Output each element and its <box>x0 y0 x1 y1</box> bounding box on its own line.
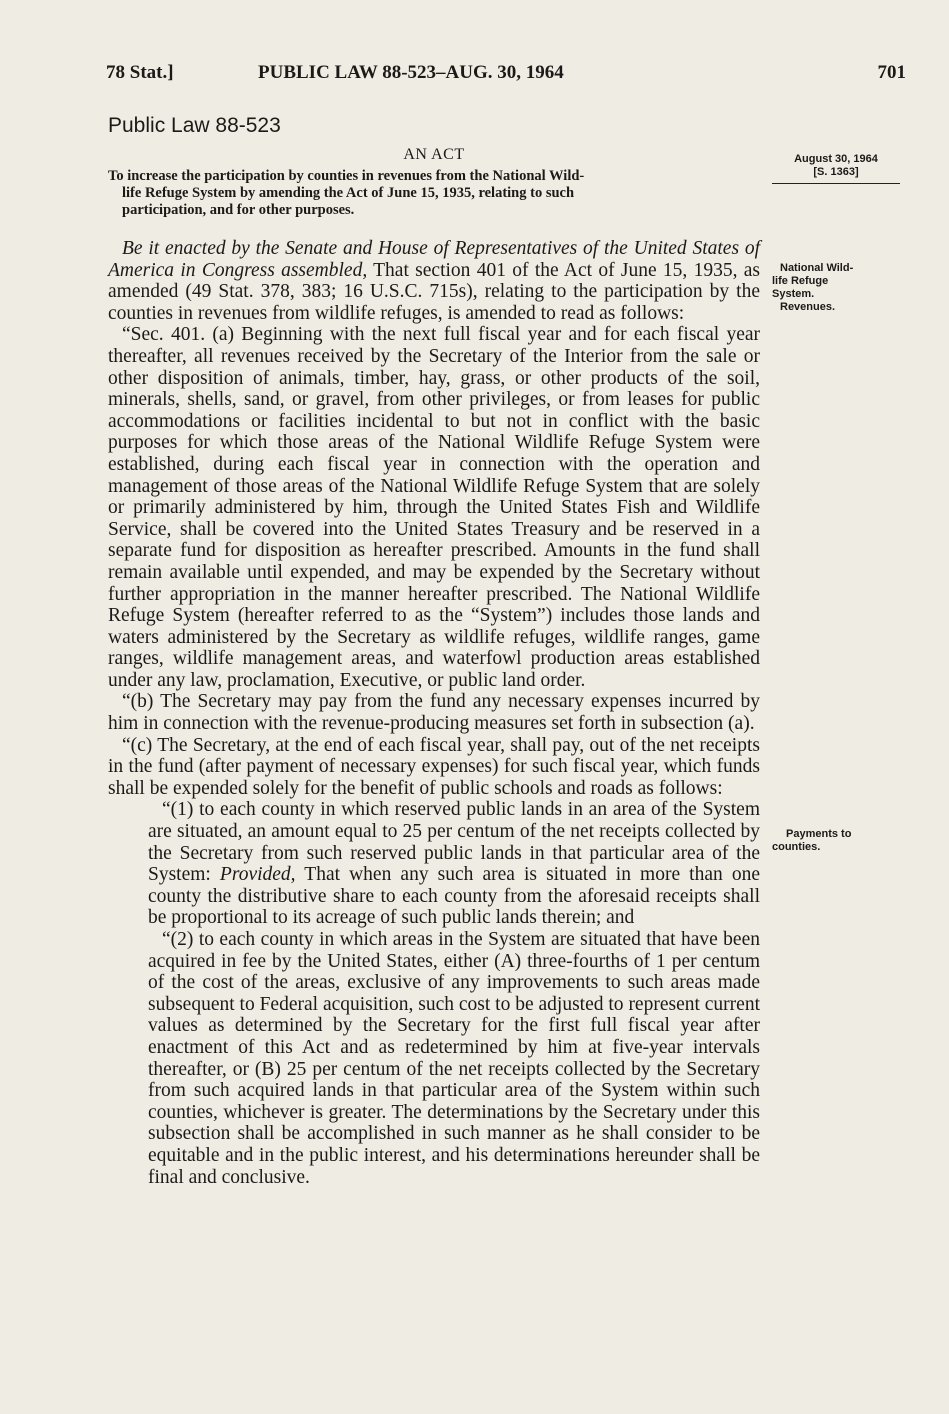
paragraph-1-text: “(1) to each county in which reserved public lands in an area of the System are situated, an amount equal to 25 per centum of the net receipts collected by the Secretary from such reserved public lands in that particular area of the System: <box>148 799 760 886</box>
enacting-clause <box>108 238 760 324</box>
bill-number: [S. 1363] <box>813 166 859 178</box>
enacting-clause-text: That section 401 of the Act of June 15, 1935, as amended (49 Stat. 378, 383; 16 U.S.C. 715s), relating to the participation by the counties in revenues from wildlife refuges, is amended to read as follows: <box>108 259 760 324</box>
margin-note-line: Revenues. <box>780 301 836 313</box>
enactment-date: August 30, 1964 <box>794 153 878 165</box>
margin-note-date <box>772 153 900 184</box>
margin-note-national-wildlife <box>772 262 902 314</box>
margin-note-line: Payments to <box>786 828 852 840</box>
margin-note-line: System. <box>772 288 815 300</box>
margin-rule <box>772 183 900 184</box>
paragraph-1 <box>108 799 760 929</box>
act-heading: AN ACT <box>403 146 465 163</box>
act-title <box>108 168 768 219</box>
act-title-line: life Refuge System by amending the Act of June 15, 1935, relating to such <box>122 185 575 201</box>
section-401-b: “(b) The Secretary may pay from the fund any necessary expenses incurred by him in connection with the revenue-producing measures set forth in subsection (a). <box>108 691 760 735</box>
enacting-formula: Be it enacted by the Senate and House of Representatives of the United States of America in Congress assembled, <box>108 238 760 281</box>
section-401-c: “(c) The Secretary, at the end of each fiscal year, shall pay, out of the net receipts in the fund (after payment of necessary expenses) for such fiscal year, which funds shall be expended solely for the benefit of public schools and roads as follows: <box>108 734 760 799</box>
volume-reference: 78 Stat.] <box>106 62 174 83</box>
act-body <box>108 238 760 1188</box>
law-number: Public Law 88-523 <box>108 114 281 137</box>
margin-note-line: life Refuge <box>772 275 829 287</box>
header-title: PUBLIC LAW 88-523–AUG. 30, 1964 <box>258 62 564 83</box>
paragraph-1-proviso: That when any such area is situated in more than one county the distributive share to each county from the aforesaid receipts shall be proportional to its acreage of such public lands therein; and <box>148 864 760 929</box>
margin-note-payments <box>772 828 902 854</box>
running-header <box>106 62 906 86</box>
margin-note-line: National Wild- <box>780 262 854 274</box>
section-401-a: “Sec. 401. (a) Beginning with the next full fiscal year and for each fiscal year thereafter, all revenues received by the Secretary of the Interior from the sale or other disposition of animals, timber, hay, grass, or other products of the soil, minerals, shells, sand, or gravel, from other privileges, or from leases for public accommodations or facilities incidental to but not in conflict with the basic purposes for which those areas of the National Wildlife Refuge System were established, during each fiscal year in connection with the operation and management of those areas of the National Wildlife Refuge System that are solely or primarily administered by him, through the United States Fish and Wildlife Service, shall be covered into the United States Treasury and be reserved in a separate fund for disposition as hereafter prescribed. Amounts in the fund shall remain available until expended, and may be expended by the Secretary without further appropriation in the manner hereafter prescribed. The National Wildlife Refuge System (hereafter referred to as the “System”) includes those lands and waters administered by the Secretary as wildlife refuges, wildlife ranges, game ranges, wildlife management areas, and waterfowl production areas established under any law, proclamation, Executive, or public land order. <box>108 324 760 691</box>
provided-term: Provided, <box>219 864 296 886</box>
act-title-line: To increase the participation by counties in revenues from the National Wild- <box>108 168 585 184</box>
act-title-line: participation, and for other purposes. <box>122 202 355 218</box>
paragraph-2: “(2) to each county in which areas in the System are situated that have been acquired in fee by the United States, either (A) three-fourths of 1 per centum of the cost of the areas, exclusive of any improvements to such areas made subsequent to Federal acquisition, such cost to be adjusted to represent current values as determined by the Secretary for the first full fiscal year after enactment of this Act and as redetermined by him at five-year intervals thereafter, or (B) 25 per centum of the net receipts collected by the Secretary from such acquired lands in that particular area of the System within such counties, whichever is greater. The determinations by the Secretary under this subsection shall be accomplished in such manner as he shall consider to be equitable and in the public interest, and his determinations hereunder shall be final and conclusive. <box>148 929 760 1188</box>
margin-note-line: counties. <box>772 841 821 853</box>
page-number: 701 <box>877 62 906 83</box>
